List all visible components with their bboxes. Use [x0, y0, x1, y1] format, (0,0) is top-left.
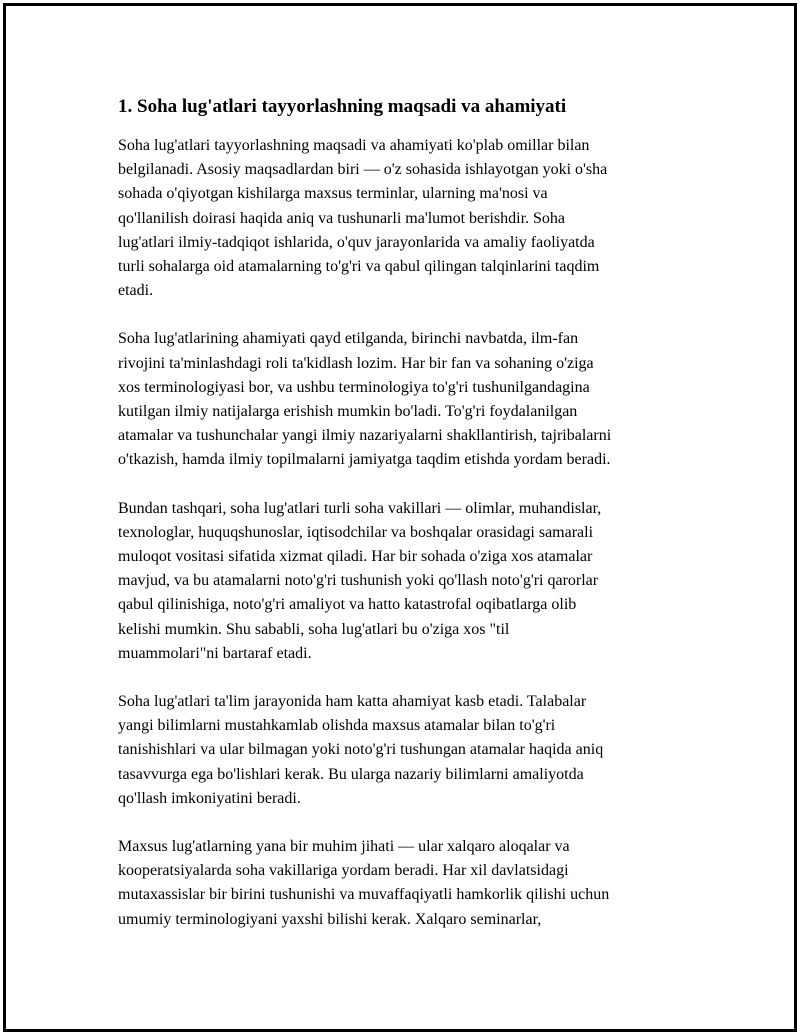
text-line: sohada o'qiyotgan kishilarga maxsus terminlar, ularning ma'nosi va	[118, 185, 548, 203]
text-line: xos terminologiyasi bor, va ushbu terminologiya to'g'ri tushunilgandagina	[118, 378, 590, 396]
text-line: lug'atlari ilmiy-tadqiqot ishlarida, o'quv jarayonlarida va amaliy faoliyatda	[118, 233, 595, 251]
text-line: Soha lug'atlari ta'lim jarayonida ham katta ahamiyat kasb etadi. Talabalar	[118, 693, 587, 711]
body-paragraph	[118, 134, 698, 303]
text-line: belgilanadi. Asosiy maqsadlardan biri — o'z sohasida ishlayotgan yoki o'sha	[118, 161, 608, 179]
text-line: rivojini ta'minlashdagi roli ta'kidlash lozim. Har bir fan va sohaning o'ziga	[118, 354, 594, 372]
text-line: qabul qilinishiga, noto'g'ri amaliyot va hatto katastrofal oqibatlarga olib	[118, 596, 577, 614]
text-line: tanishishlari va ular bilmagan yoki noto'g'ri tushungan atamalar haqida aniq	[118, 741, 604, 759]
text-line: Soha lug'atlarining ahamiyati qayd etilganda, birinchi navbatda, ilm-fan	[118, 330, 579, 348]
text-line: yangi bilimlarni mustahkamlab olishda maxsus atamalar bilan to'g'ri	[118, 717, 556, 735]
text-line: muammolari"ni bartaraf etadi.	[118, 644, 312, 662]
text-line: Bundan tashqari, soha lug'atlari turli soha vakillari — olimlar, muhandislar,	[118, 499, 602, 517]
section-heading: 1. Soha lug'atlari tayyorlashning maqsadi va ahamiyati	[118, 96, 567, 117]
text-line: kutilgan ilmiy natijalarga erishish mumkin bo'ladi. To'g'ri foydalanilgan	[118, 403, 578, 421]
text-line: muloqot vositasi sifatida xizmat qiladi. Har bir sohada o'ziga xos atamalar	[118, 548, 593, 566]
paragraph-list	[118, 134, 698, 932]
body-paragraph	[118, 327, 698, 472]
document-body	[118, 94, 698, 956]
body-paragraph	[118, 835, 698, 932]
text-line: kelishi mumkin. Shu sababli, soha lug'atlari bu o'ziga xos "til	[118, 620, 510, 638]
text-line: Maxsus lug'atlarning yana bir muhim jihati — ular xalqaro aloqalar va	[118, 838, 570, 856]
text-line: etadi.	[118, 282, 154, 300]
text-line: umumiy terminologiyani yaxshi bilishi kerak. Xalqaro seminarlar,	[118, 910, 542, 928]
body-paragraph	[118, 690, 698, 811]
text-line: Soha lug'atlari tayyorlashning maqsadi va ahamiyati ko'plab omillar bilan	[118, 137, 590, 154]
text-line: turli sohalarga oid atamalarning to'g'ri va qabul qilingan talqinlarini taqdim	[118, 258, 600, 276]
text-line: mavjud, va bu atamalarni noto'g'ri tushunish yoki qo'llash noto'g'ri qarorlar	[118, 572, 599, 590]
text-line: qo'llanilish doirasi haqida aniq va tushunarli ma'lumot berishdir. Soha	[118, 209, 566, 227]
text-line: mutaxassislar bir birini tushunishi va muvaffaqiyatli hamkorlik qilishi uchun	[118, 886, 610, 904]
text-line: o'tkazish, hamda ilmiy topilmalarni jamiyatga taqdim etishda yordam beradi.	[118, 451, 611, 469]
text-line: qo'llash imkoniyatini beradi.	[118, 789, 301, 807]
body-paragraph	[118, 497, 698, 666]
text-line: texnologlar, huquqshunoslar, iqtisodchilar va boshqalar orasidagi samarali	[118, 523, 594, 541]
text-line: tasavvurga ega bo'lishlari kerak. Bu ularga nazariy bilimlarni amaliyotda	[118, 765, 584, 783]
text-line: kooperatsiyalarda soha vakillariga yordam beradi. Har xil davlatsidagi	[118, 862, 569, 880]
text-line: atamalar va tushunchalar yangi ilmiy nazariyalarni shakllantirish, tajribalarni	[118, 427, 612, 445]
